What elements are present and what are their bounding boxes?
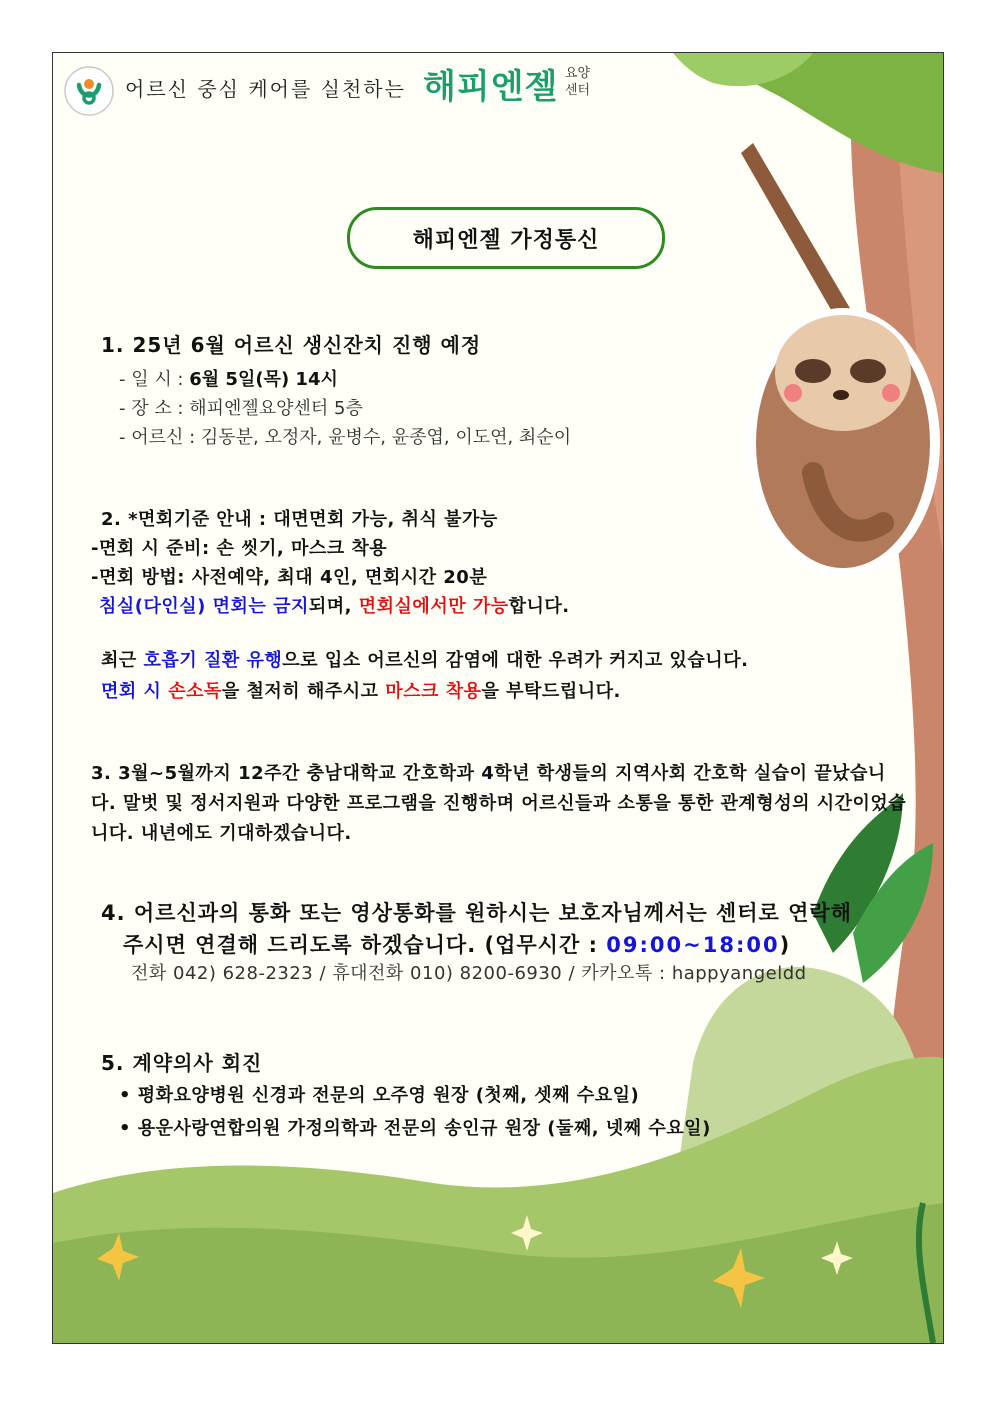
brand-subtitle (565, 65, 590, 99)
happy-angel-logo-icon (63, 65, 115, 117)
section5-heading: 5. 계약의사 회진 (101, 1051, 263, 1075)
section2-notice (101, 645, 748, 707)
notice-2b: 손소독 (168, 681, 222, 702)
business-hours: 09:00~18:00 (606, 933, 780, 957)
list-item: • 평화요양병원 신경과 전문의 오주영 원장 (첫째, 셋째 수요일) (119, 1085, 640, 1106)
newsletter-title (347, 207, 665, 269)
brand-sub-line-2: 센터 (565, 83, 591, 98)
section4-line-2 (101, 929, 852, 961)
section2-rule (91, 592, 570, 621)
notice-1b: 호흡기 질환 유행 (143, 650, 283, 671)
newsletter-page (52, 52, 944, 1344)
section3-text: 3. 3월~5월까지 12주간 충남대학교 간호학과 4학년 학생들의 지역사회 간호학 실습이 끝났습니다. 말벗 및 정서지원과 다양한 프로그램을 진행하며 어르신들과 소통을 통한 관계형성의 시간이었습니다. 내년에도 기대하겠습니다. (91, 763, 907, 844)
section1-date (119, 365, 571, 394)
section1-date-value: 6월 5일(목) 14시 (189, 369, 338, 390)
header-tagline: 어르신 중심 케어를 실천하는 (125, 77, 406, 101)
section2-rule-mid: 되며, (308, 596, 359, 617)
section1-list (119, 365, 571, 452)
section2-rule-red: 면회실에서만 가능 (358, 596, 509, 617)
section4-line-2c: ) (779, 933, 791, 957)
section1-seniors: - 어르신 : 김동분, 오정자, 윤병수, 윤종엽, 이도연, 최순이 (119, 427, 572, 448)
notice-2c: 을 철저히 해주시고 (221, 681, 386, 702)
notice-2e: 을 부탁드립니다. (481, 681, 621, 702)
list-item: • 용운사랑연합의원 가정의학과 전문의 송인규 원장 (둘째, 넷째 수요일) (119, 1118, 711, 1139)
notice-2a: 면회 시 (101, 681, 169, 702)
section2-rule-end: 합니다. (508, 596, 570, 617)
section2-rule-blue: 침실(다인실) 면회는 금지 (99, 596, 309, 617)
brand-sub-line-1: 요양 (565, 66, 591, 81)
notice-1c: 으로 입소 어르신의 감염에 대한 우려가 커지고 있습니다. (282, 650, 749, 671)
section2-prep: -면회 시 준비: 손 씻기, 마스크 착용 (91, 538, 388, 559)
section4-line-2a: 주시면 연결해 드리도록 하겠습니다. (업무시간 : (123, 933, 607, 957)
section2-method: -면회 방법: 사전예약, 최대 4인, 면회시간 20분 (91, 567, 488, 588)
notice-2d: 마스크 착용 (385, 681, 482, 702)
notice-1a: 최근 (101, 650, 144, 671)
section2-block (91, 505, 570, 621)
section4-block (101, 897, 852, 961)
section2-notice-line-1 (101, 645, 748, 676)
brand-name: 해피엔젤 (423, 67, 559, 107)
section2-notice-line-2 (101, 676, 748, 707)
contact-info: 전화 042) 628-2323 / 휴대전화 010) 8200-6930 / 카카오톡 : happyangeldd (131, 963, 807, 984)
section2-heading: 2. *면회기준 안내 : 대면면회 가능, 취식 불가능 (101, 509, 498, 530)
section1-place: - 장 소 : 해피엔젤요양센터 5층 (119, 398, 363, 419)
newsletter-title-text: 해피엔젤 가정통신 (412, 227, 600, 253)
section1-date-label: - 일 시 : (119, 369, 190, 390)
section4-line-1: 4. 어르신과의 통화 또는 영상통화를 원하시는 보호자님께서는 센터로 연락해 (101, 901, 852, 925)
section1-heading: 1. 25년 6월 어르신 생신잔치 진행 예정 (101, 333, 482, 357)
section5-list (119, 1079, 711, 1145)
